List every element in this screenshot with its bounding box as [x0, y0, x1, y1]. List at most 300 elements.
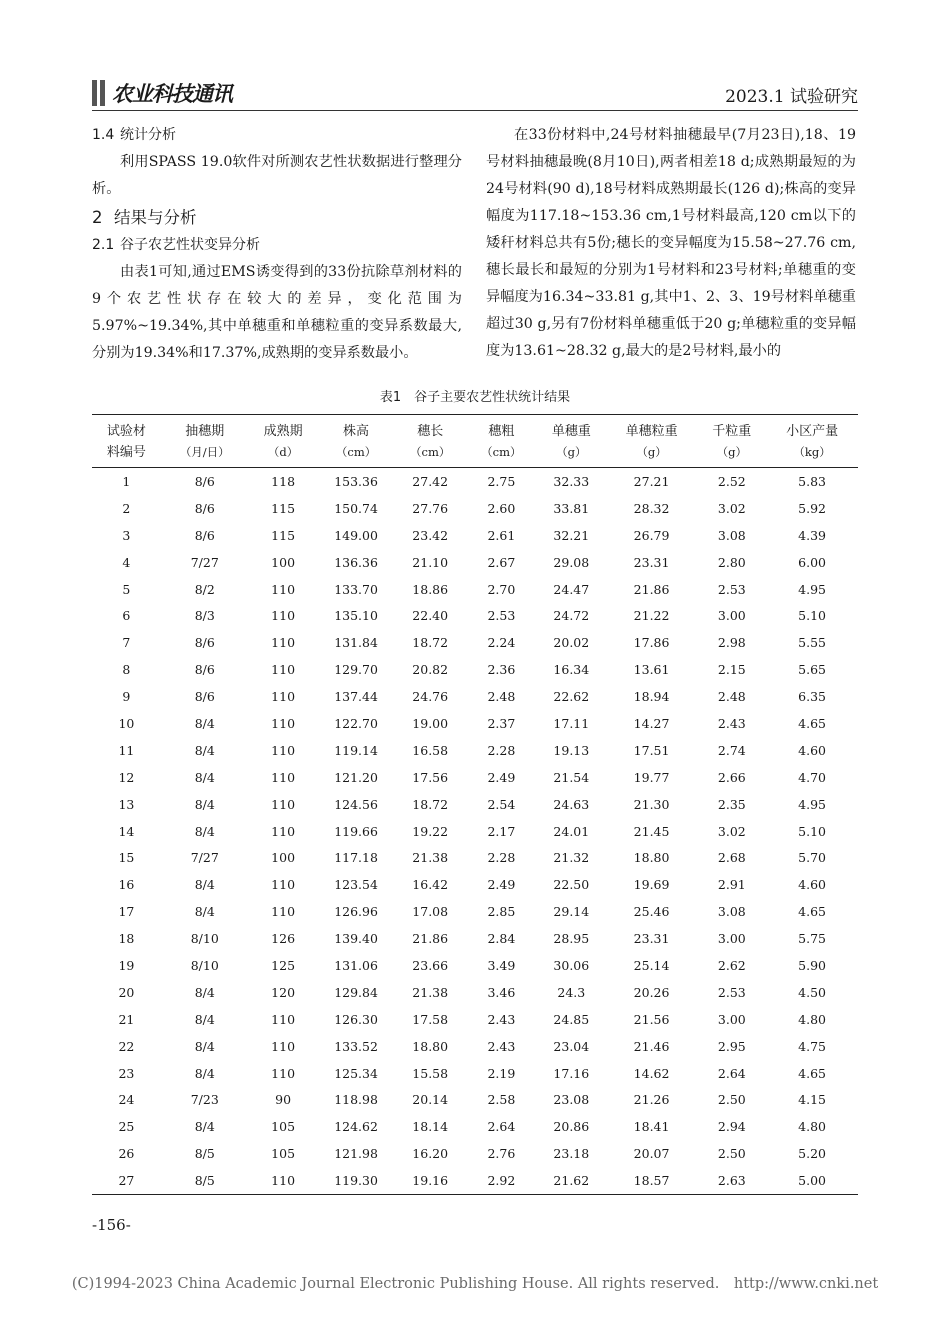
- table-cell: 149.00: [334, 527, 378, 543]
- table-cell: 21.38: [412, 850, 449, 866]
- table-cell: 2.63: [717, 1173, 746, 1189]
- table-cell: 21.56: [633, 1011, 670, 1027]
- table-row: [92, 683, 858, 710]
- table-cell: 8/6: [194, 662, 215, 678]
- table-cell: 8/4: [194, 904, 215, 920]
- table-cell: 5.10: [798, 823, 827, 839]
- paragraph-stats-method: 利用SPASS 19.0软件对所测农艺性状数据进行整理分析。: [92, 154, 462, 197]
- table-cell: 22.62: [553, 689, 590, 705]
- table-cell: 2.98: [717, 635, 746, 651]
- header-cell: 单穗粒重 （g）: [625, 424, 678, 459]
- table-cell: 29.14: [553, 904, 590, 920]
- table-cell: 2.19: [487, 1065, 516, 1081]
- table-cell: 118.98: [334, 1092, 378, 1108]
- table-row: [92, 818, 858, 845]
- table-cell: 2.58: [487, 1092, 516, 1108]
- table-cell: 24.85: [553, 1011, 590, 1027]
- table-cell: 23.31: [633, 931, 670, 947]
- table-cell: 110: [271, 1011, 296, 1027]
- table-cell: 18.86: [412, 581, 449, 597]
- table-cell: 5.10: [798, 608, 827, 624]
- table-cell: 25.46: [633, 904, 670, 920]
- right-column: [486, 122, 856, 365]
- table-cell: 110: [271, 608, 296, 624]
- table-cell: 110: [271, 796, 296, 812]
- table-cell: 20.86: [553, 1119, 590, 1135]
- table-cell: 2.68: [717, 850, 746, 866]
- header-cell: 穗长 （cm）: [410, 424, 451, 459]
- table-cell: 3.02: [717, 500, 746, 516]
- table-cell: 129.70: [334, 662, 378, 678]
- table-cell: 5.92: [798, 500, 827, 516]
- table-cell: 2.75: [487, 473, 516, 489]
- table-cell: 2.50: [717, 1092, 746, 1108]
- table-cell: 21.45: [633, 823, 670, 839]
- table-cell: 4.70: [798, 769, 827, 785]
- table-cell: 10: [118, 715, 135, 731]
- table-row: [92, 871, 858, 898]
- table-cell: 4.95: [798, 796, 827, 812]
- table-cell: 17.56: [412, 769, 449, 785]
- table-cell: 2.52: [717, 473, 746, 489]
- table-cell: 21.30: [633, 796, 670, 812]
- table-cell: 5.90: [798, 957, 827, 973]
- table-cell: 5.65: [798, 662, 827, 678]
- table-cell: 17.58: [412, 1011, 449, 1027]
- table-cell: 2.24: [487, 635, 516, 651]
- table-row: [92, 1006, 858, 1033]
- table-row: [92, 629, 858, 656]
- table-cell: 2.15: [717, 662, 746, 678]
- table-cell: 2.37: [487, 715, 516, 731]
- table-cell: 5: [122, 581, 131, 597]
- table-cell: 21.22: [633, 608, 670, 624]
- table-cell: 15.58: [412, 1065, 449, 1081]
- table-cell: 2.95: [717, 1038, 746, 1054]
- table-row: [92, 710, 858, 737]
- section-title: 统计分析: [120, 127, 176, 143]
- table-cell: 18.57: [633, 1173, 670, 1189]
- header-decor-bar: [92, 80, 97, 106]
- table-cell: 8/6: [194, 500, 215, 516]
- table-row: [92, 764, 858, 791]
- table-cell: 7: [122, 635, 131, 651]
- table-cell: 17.11: [553, 715, 590, 731]
- table-cell: 21.54: [553, 769, 590, 785]
- table-cell: 2.85: [487, 904, 516, 920]
- table-cell: 4: [122, 554, 131, 570]
- table-cell: 16.58: [412, 742, 449, 758]
- header-cell: 千粒重 （g）: [712, 424, 752, 459]
- table-cell: 2.66: [717, 769, 746, 785]
- table-cell: 2.53: [717, 984, 746, 1000]
- table-cell: 8/10: [190, 957, 219, 973]
- table-cell: 2.92: [487, 1173, 516, 1189]
- table-cell: 110: [271, 689, 296, 705]
- header-cell: 试验材 料编号: [106, 424, 146, 460]
- table-cell: 24.3: [557, 984, 586, 1000]
- table-cell: 4.65: [798, 904, 827, 920]
- table-cell: 8/3: [194, 608, 215, 624]
- table-cell: 2.64: [717, 1065, 746, 1081]
- table-cell: 8/4: [194, 715, 215, 731]
- table-cell: 119.30: [334, 1173, 378, 1189]
- table-cell: 16: [118, 877, 135, 893]
- table-cell: 8/4: [194, 823, 215, 839]
- table-cell: 21.10: [412, 554, 449, 570]
- table-cell: 2.49: [487, 877, 516, 893]
- table-row: [92, 737, 858, 764]
- table-cell: 129.84: [334, 984, 378, 1000]
- table-cell: 2.17: [487, 823, 516, 839]
- table-row: [92, 898, 858, 925]
- table-cell: 18.41: [633, 1119, 670, 1135]
- section-heading-1-4: [92, 122, 462, 149]
- table-cell: 8: [122, 662, 131, 678]
- table-cell: 20.02: [553, 635, 590, 651]
- table-cell: 20.26: [633, 984, 670, 1000]
- table-cell: 17: [118, 904, 135, 920]
- table-cell: 20.82: [412, 662, 449, 678]
- table-cell: 2.76: [487, 1146, 516, 1162]
- table-cell: 6.00: [798, 554, 827, 570]
- table-row: [92, 1167, 858, 1194]
- table-row: [92, 549, 858, 576]
- header-cell: 株高 （cm）: [335, 424, 377, 459]
- table-cell: 21: [118, 1011, 135, 1027]
- table-cell: 19.16: [412, 1173, 449, 1189]
- table-cell: 5.70: [798, 850, 827, 866]
- table-cell: 4.80: [798, 1119, 827, 1135]
- table-cell: 21.46: [633, 1038, 670, 1054]
- table-cell: 135.10: [334, 608, 378, 624]
- table-cell: 25.14: [633, 957, 670, 973]
- table-cell: 110: [271, 742, 296, 758]
- table-row: [92, 1033, 858, 1060]
- header-cell: 抽穗期 （月/日）: [179, 424, 230, 459]
- table-cell: 32.33: [553, 473, 590, 489]
- table-cell: 119.14: [334, 742, 378, 758]
- table-cell: 8/6: [194, 689, 215, 705]
- table-cell: 8/5: [194, 1173, 215, 1189]
- table-cell: 5.75: [798, 931, 827, 947]
- table-cell: 2.80: [717, 554, 746, 570]
- table-cell: 17.16: [553, 1065, 590, 1081]
- table-cell: 28.95: [553, 931, 590, 947]
- table-cell: 110: [271, 715, 296, 731]
- table-cell: 8/4: [194, 1038, 215, 1054]
- table-cell: 27.76: [412, 500, 449, 516]
- table-row: [92, 925, 858, 952]
- table-cell: 7/27: [190, 554, 219, 570]
- copyright-footer: (C)1994-2023 China Academic Journal Electronic Publishing House. All rights reserved. http://www.cnki.net: [71, 1276, 879, 1292]
- table-cell: 4.60: [798, 877, 827, 893]
- table-cell: 26.79: [633, 527, 670, 543]
- table-cell: 4.65: [798, 715, 827, 731]
- table-cell: 19.77: [633, 769, 670, 785]
- section-title: 谷子农艺性状变异分析: [120, 237, 260, 253]
- table-cell: 2.35: [717, 796, 746, 812]
- table-cell: 125.34: [334, 1065, 378, 1081]
- table-cell: 2.74: [717, 742, 746, 758]
- table-cell: 117.18: [334, 850, 378, 866]
- table-cell: 3.00: [717, 608, 746, 624]
- table-cell: 8/4: [194, 1011, 215, 1027]
- table-cell: 23.04: [553, 1038, 590, 1054]
- table-cell: 21.62: [553, 1173, 590, 1189]
- table-cell: 19.22: [412, 823, 449, 839]
- table-cell: 115: [271, 527, 296, 543]
- table-cell: 19.13: [553, 742, 590, 758]
- table-cell: 23.31: [633, 554, 670, 570]
- table-cell: 90: [275, 1092, 292, 1108]
- table-cell: 125: [271, 957, 296, 973]
- table-cell: 124.62: [334, 1119, 378, 1135]
- table-cell: 30.06: [553, 957, 590, 973]
- table-cell: 2.61: [487, 527, 516, 543]
- table-cell: 21.38: [412, 984, 449, 1000]
- table-cell: 21.32: [553, 850, 590, 866]
- table-cell: 20: [118, 984, 135, 1000]
- table-row: [92, 1086, 858, 1113]
- table-cell: 4.60: [798, 742, 827, 758]
- table-cell: 21.86: [412, 931, 449, 947]
- table-cell: 18.80: [412, 1038, 449, 1054]
- section-number: 2: [92, 208, 103, 227]
- table-cell: 2.91: [717, 877, 746, 893]
- section-title: 结果与分析: [114, 208, 197, 227]
- table-cell: 9: [122, 689, 131, 705]
- table-cell: 21.26: [633, 1092, 670, 1108]
- table-cell: 24.76: [412, 689, 449, 705]
- left-column: [92, 122, 462, 367]
- table-cell: 19.69: [633, 877, 670, 893]
- table-cell: 22: [118, 1038, 135, 1054]
- table-cell: 4.65: [798, 1065, 827, 1081]
- table-cell: 121.20: [334, 769, 378, 785]
- table-cell: 137.44: [334, 689, 378, 705]
- table-cell: 18.94: [633, 689, 670, 705]
- table-cell: 23.08: [553, 1092, 590, 1108]
- header-cell: 穗粗 （cm）: [481, 424, 522, 459]
- table-cell: 16.42: [412, 877, 449, 893]
- table-cell: 23.42: [412, 527, 449, 543]
- table-cell: 24.01: [553, 823, 590, 839]
- table-cell: 18.14: [412, 1119, 449, 1135]
- table-cell: 105: [271, 1119, 296, 1135]
- table-cell: 2.94: [717, 1119, 746, 1135]
- table-row: [92, 576, 858, 603]
- table-cell: 29.08: [553, 554, 590, 570]
- table-row: [92, 522, 858, 549]
- table-cell: 110: [271, 1065, 296, 1081]
- table-cell: 7/23: [190, 1092, 219, 1108]
- table-cell: 23: [118, 1065, 135, 1081]
- table-cell: 24.47: [553, 581, 590, 597]
- table-cell: 19.00: [412, 715, 449, 731]
- table-cell: 4.80: [798, 1011, 827, 1027]
- table-cell: 16.20: [412, 1146, 449, 1162]
- table-cell: 4.15: [798, 1092, 827, 1108]
- table-cell: 11: [118, 742, 135, 758]
- table-cell: 18.80: [633, 850, 670, 866]
- table-cell: 3.08: [717, 527, 746, 543]
- section-number: 2.1: [92, 237, 115, 253]
- table-cell: 27.21: [633, 473, 670, 489]
- table-cell: 5.20: [798, 1146, 827, 1162]
- table-cell: 8/2: [194, 581, 215, 597]
- table-cell: 110: [271, 904, 296, 920]
- table-cell: 3.02: [717, 823, 746, 839]
- table-cell: 110: [271, 662, 296, 678]
- table-cell: 136.36: [334, 554, 378, 570]
- table-cell: 8/6: [194, 635, 215, 651]
- table-cell: 124.56: [334, 796, 378, 812]
- table-row: [92, 844, 858, 871]
- table-cell: 2.70: [487, 581, 516, 597]
- table-cell: 150.74: [334, 500, 378, 516]
- table-caption: 表1 谷子主要农艺性状统计结果: [379, 390, 571, 405]
- table-cell: 2.28: [487, 850, 516, 866]
- table-cell: 13.61: [633, 662, 670, 678]
- table-cell: 28.32: [633, 500, 670, 516]
- section-heading-2-1: [92, 232, 462, 259]
- table-cell: 8/4: [194, 877, 215, 893]
- table-cell: 2.54: [487, 796, 516, 812]
- table-cell: 24: [118, 1092, 135, 1108]
- header-decor-bar: [100, 80, 105, 106]
- table-cell: 23.18: [553, 1146, 590, 1162]
- page-number: -156-: [92, 1216, 131, 1234]
- table-cell: 100: [271, 850, 296, 866]
- table-cell: 123.54: [334, 877, 378, 893]
- table-row: [92, 656, 858, 683]
- table-cell: 15: [118, 850, 135, 866]
- table-cell: 126.30: [334, 1011, 378, 1027]
- table-cell: 100: [271, 554, 296, 570]
- table-cell: 4.50: [798, 984, 827, 1000]
- table-row: [92, 602, 858, 629]
- table-cell: 139.40: [334, 931, 378, 947]
- table-cell: 3.46: [487, 984, 516, 1000]
- table-cell: 18.72: [412, 796, 449, 812]
- table-cell: 17.08: [412, 904, 449, 920]
- journal-logo: 农业科技通讯: [112, 82, 232, 106]
- table-cell: 120: [271, 984, 296, 1000]
- table-cell: 8/10: [190, 931, 219, 947]
- table-cell: 110: [271, 635, 296, 651]
- table-cell: 3: [122, 527, 131, 543]
- table-cell: 4.95: [798, 581, 827, 597]
- table-row: [92, 1113, 858, 1140]
- table-cell: 6: [122, 608, 131, 624]
- table-cell: 118: [271, 473, 296, 489]
- table-cell: 8/6: [194, 473, 215, 489]
- table-cell: 121.98: [334, 1146, 378, 1162]
- table-cell: 2.53: [487, 608, 516, 624]
- table-cell: 26: [118, 1146, 135, 1162]
- table-cell: 110: [271, 823, 296, 839]
- table-row: [92, 495, 858, 522]
- table-cell: 8/5: [194, 1146, 215, 1162]
- issue-label: 2023.1 试验研究: [725, 87, 858, 107]
- table-row: [92, 1060, 858, 1087]
- table-row: [92, 979, 858, 1006]
- table-cell: 14: [118, 823, 135, 839]
- table-cell: 126.96: [334, 904, 378, 920]
- table-cell: 5.83: [798, 473, 827, 489]
- table-cell: 8/6: [194, 527, 215, 543]
- table-header-row: [92, 415, 858, 468]
- table-cell: 2.64: [487, 1119, 516, 1135]
- table-cell: 8/4: [194, 769, 215, 785]
- table-cell: 2.48: [717, 689, 746, 705]
- running-header: [92, 74, 858, 111]
- table-cell: 3.00: [717, 1011, 746, 1027]
- table-cell: 3.08: [717, 904, 746, 920]
- table-cell: 32.21: [553, 527, 590, 543]
- table-cell: 119.66: [334, 823, 378, 839]
- table-cell: 25: [118, 1119, 135, 1135]
- table-cell: 24.72: [553, 608, 590, 624]
- header-cell: 小区产量 （kg）: [786, 424, 839, 459]
- paragraph-variation-detail: 在33份材料中,24号材料抽穗最早(7月23日),18、19号材料抽穗最晚(8月10日),两者相差18 d;成熟期最短的为24号材料(90 d),18号材料成熟期最长(126 d);株高的变异幅度为117.18~153.36 cm,1号材料最高,120 cm以下的矮秆材料总共有5份;穗长的变异幅度为15.58~27.76 cm,穗长最长和最短的分别为1号材料和23号材料;单穗重的变异幅度为16.34~33.81 g,其中1、2、3、19号材料单穗重超过30 g,另有7份材料单穗重低于20 g;单穗粒重的变异幅度为13.61~28.32 g,最大的是2号材料,最小的: [486, 127, 856, 359]
- section-number: 1.4: [92, 127, 115, 143]
- table-cell: 110: [271, 1038, 296, 1054]
- table-cell: 2.84: [487, 931, 516, 947]
- table-cell: 1: [122, 473, 131, 489]
- section-heading-2: [92, 203, 462, 232]
- table-row: [92, 952, 858, 979]
- table-cell: 2.62: [717, 957, 746, 973]
- table-cell: 20.14: [412, 1092, 449, 1108]
- table-cell: 13: [118, 796, 135, 812]
- table-cell: 8/4: [194, 984, 215, 1000]
- table-cell: 110: [271, 581, 296, 597]
- table-cell: 22.40: [412, 608, 449, 624]
- table-cell: 12: [118, 769, 135, 785]
- table-cell: 131.06: [334, 957, 378, 973]
- table-cell: 133.52: [334, 1038, 378, 1054]
- table-row: [92, 791, 858, 818]
- table-cell: 24.63: [553, 796, 590, 812]
- table-cell: 2: [122, 500, 131, 516]
- header-cell: 单穗重 （g）: [551, 424, 591, 459]
- table-cell: 2.60: [487, 500, 516, 516]
- paragraph-variation-summary: 由表1可知,通过EMS诱变得到的33份抗除草剂材料的9个农艺性状存在较大的差异，变化范围为5.97%~19.34%,其中单穗重和单穗粒重的变异系数最大,分别为19.34%和17.37%,成熟期的变异系数最小。: [92, 264, 462, 361]
- table-cell: 2.48: [487, 689, 516, 705]
- table-cell: 2.43: [487, 1011, 516, 1027]
- table-cell: 14.27: [633, 715, 670, 731]
- trait-statistics-table: [92, 414, 858, 1195]
- table-cell: 27: [118, 1173, 135, 1189]
- table-cell: 8/4: [194, 742, 215, 758]
- table-cell: 20.07: [633, 1146, 670, 1162]
- table-cell: 133.70: [334, 581, 378, 597]
- table-row: [92, 468, 858, 495]
- table-cell: 8/4: [194, 1119, 215, 1135]
- table-cell: 2.53: [717, 581, 746, 597]
- table-cell: 19: [118, 957, 135, 973]
- table-cell: 8/4: [194, 796, 215, 812]
- table-cell: 18: [118, 931, 135, 947]
- table-cell: 21.86: [633, 581, 670, 597]
- table-cell: 115: [271, 500, 296, 516]
- table-cell: 17.86: [633, 635, 670, 651]
- table-cell: 2.43: [487, 1038, 516, 1054]
- table-cell: 2.50: [717, 1146, 746, 1162]
- table-cell: 5.00: [798, 1173, 827, 1189]
